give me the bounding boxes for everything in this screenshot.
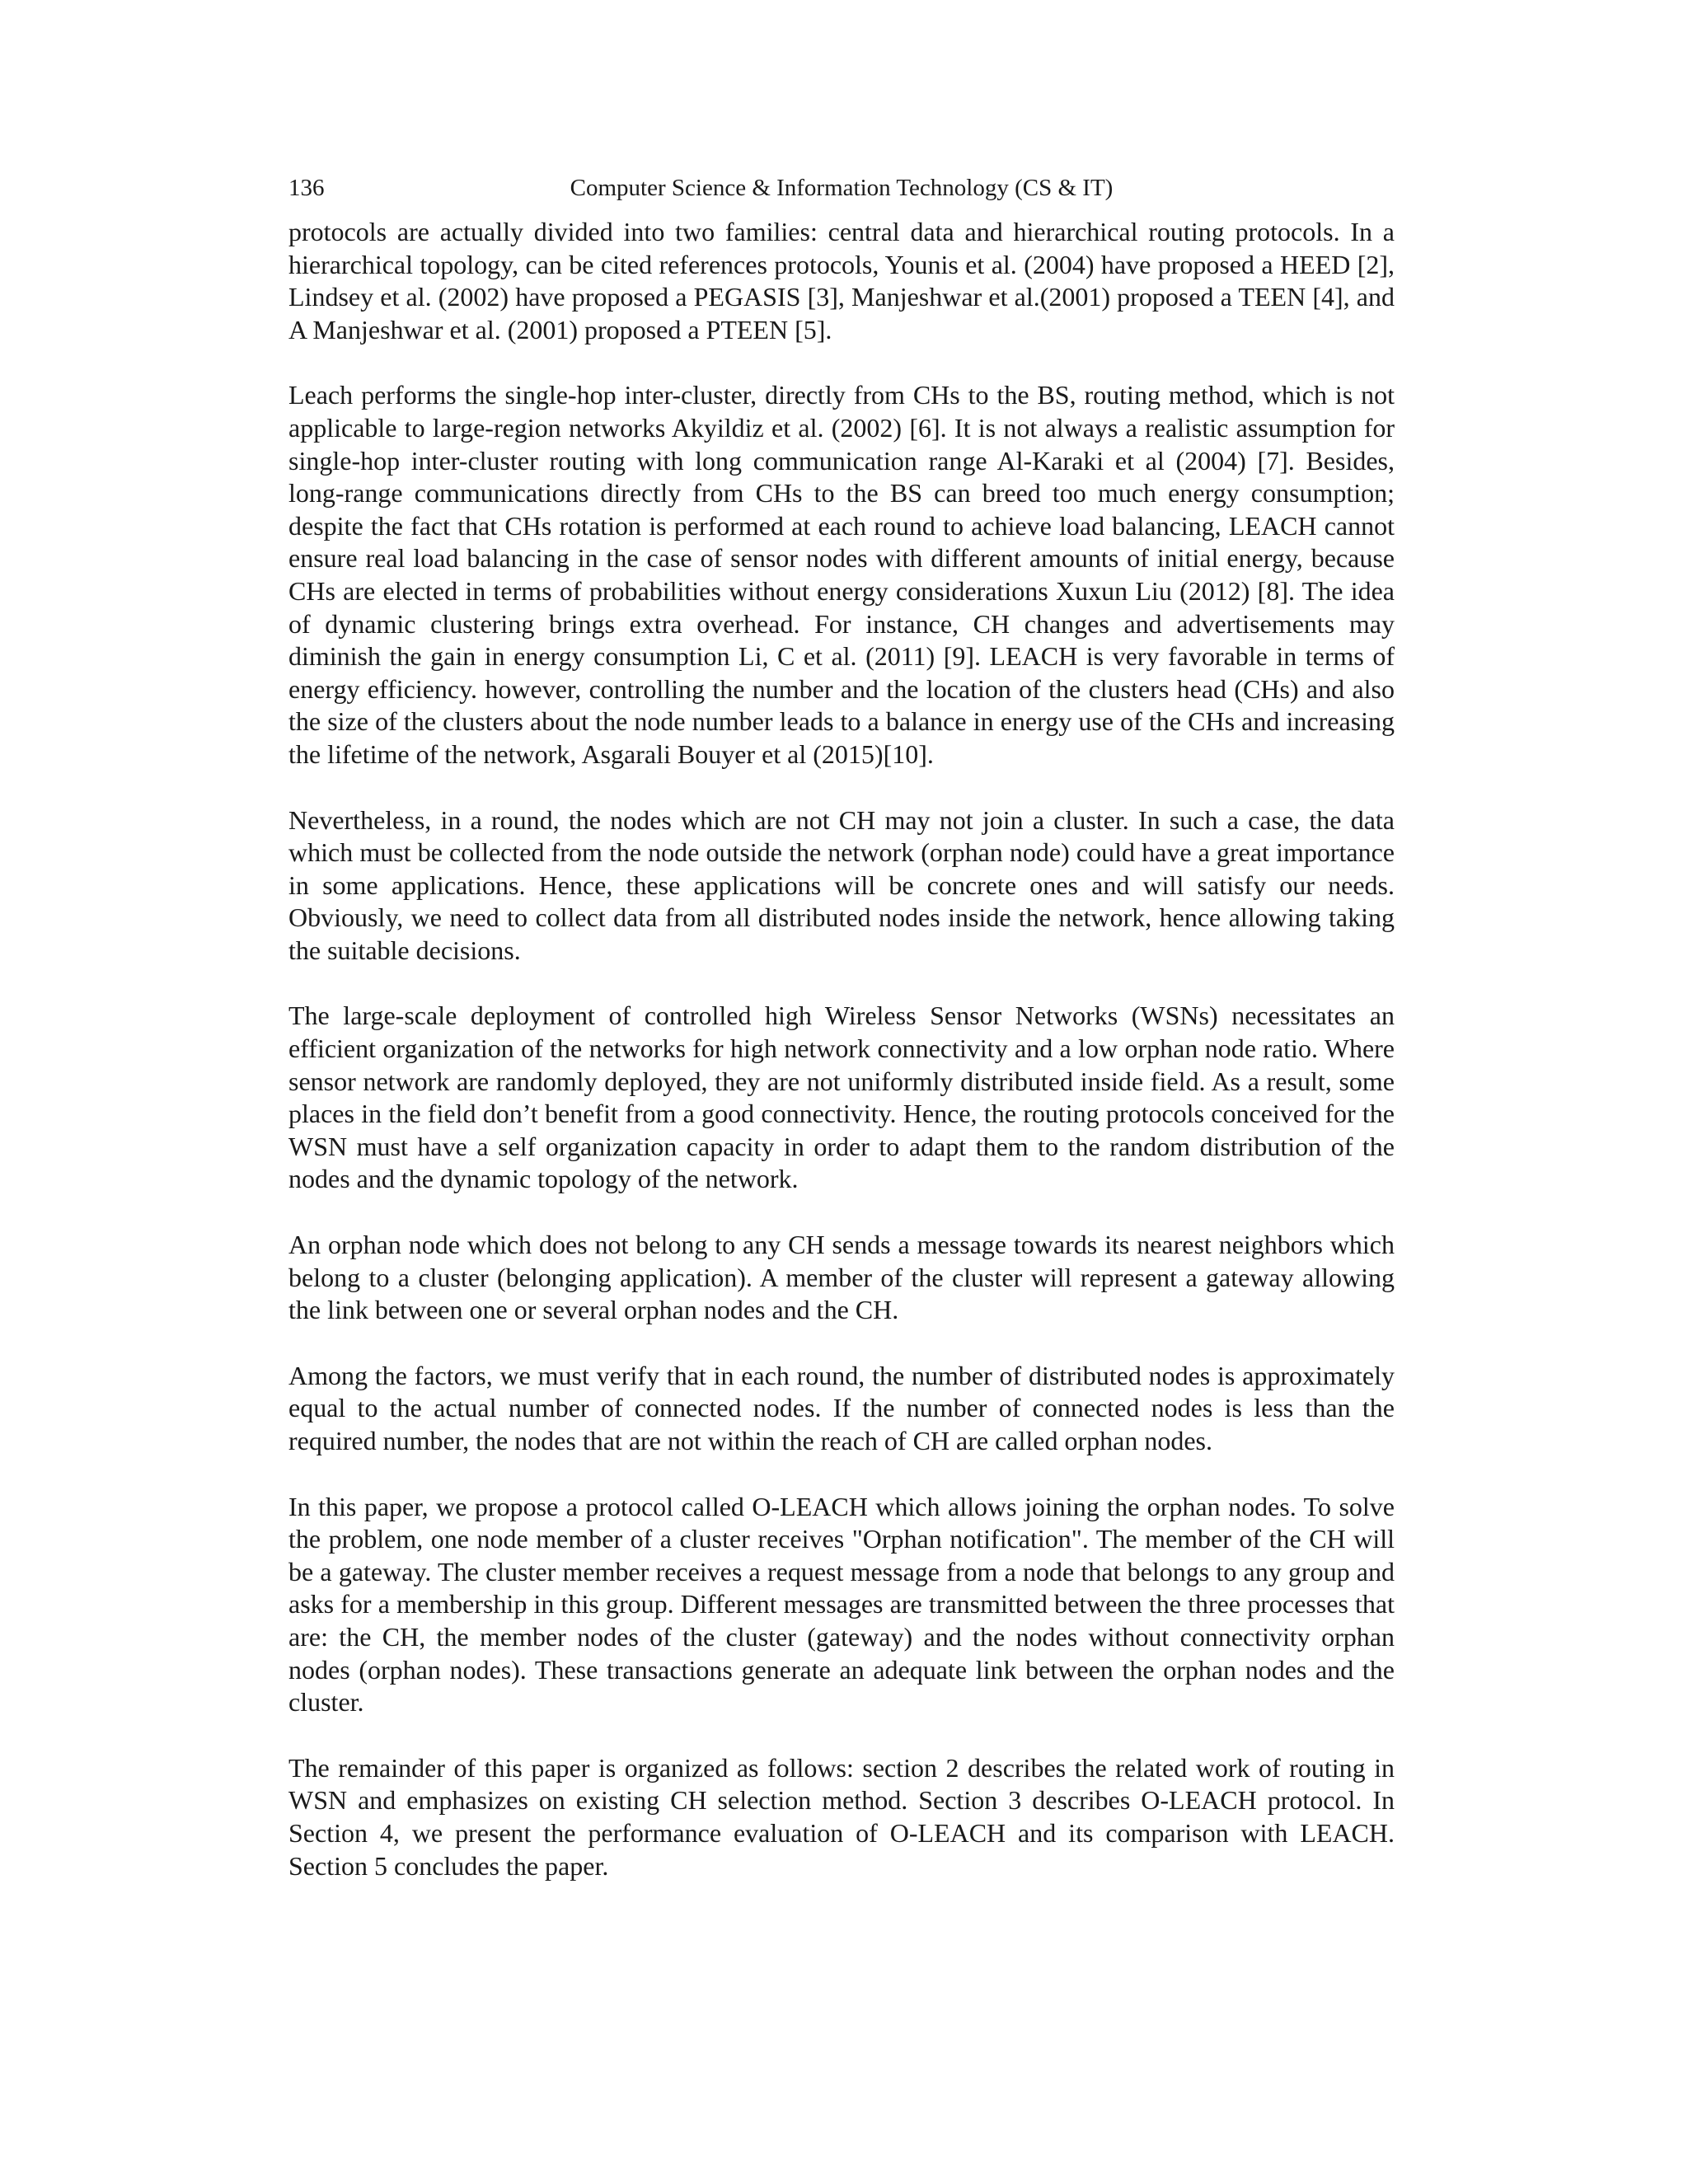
paragraph-factors: Among the factors, we must verify that in each round, the number of distributed nodes is approximately equal to the actual number of connected nodes. If the number of connected nodes is less than the required number, the nodes that are not within the reach of CH are called orphan nodes.	[288, 1360, 1395, 1455]
journal-title: Computer Science & Information Technology (CS & IT)	[570, 175, 1114, 201]
paragraph-proposal: In this paper, we propose a protocol called O-LEACH which allows joining the orphan nodes. To solve the problem, one node member of a cluster receives "Orphan notification". The member of the CH will be a gateway. The cluster member receives a request message from a node that belongs to any group and asks for a membership in this group. Different messages are transmitted between the three processes that are: the CH, the member nodes of the cluster (gateway) and the nodes without connectivity orphan nodes (orphan nodes). These transactions generate an adequate link between the orphan nodes and the cluster.	[288, 1491, 1395, 1718]
paragraph-leach-limitations: Leach performs the single-hop inter-cluster, directly from CHs to the BS, routing method, which is not applicable to large-region networks Akyildiz et al. (2002) [6]. It is not always a realistic assumption for single-hop inter-cluster routing with long communication range Al-Karaki et al (2004) [7]. Besides, long-range communications directly from CHs to the BS can breed too much energy consumption; despite the fact that CHs rotation is performed at each round to achieve load balancing, LEACH cannot ensure real load balancing in the case of sensor nodes with different amounts of initial energy, because CHs are elected in terms of probabilities without energy considerations Xuxun Liu (2012) [8]. The idea of dynamic clustering brings extra overhead. For instance, CH changes and advertisements may diminish the gain in energy consumption Li, C et al. (2011) [9]. LEACH is very favorable in terms of energy efficiency. however, controlling the number and the location of the clusters head (CHs) and also the size of the clusters about the node number leads to a balance in energy use of the CHs and increasing the lifetime of the network, Asgarali Bouyer et al (2015)[10].	[288, 380, 1395, 769]
paragraph-large-scale-deployment: The large-scale deployment of controlled high Wireless Sensor Networks (WSNs) necessitates an efficient organization of the networks for high network connectivity and a low orphan node ratio. Where sensor network are randomly deployed, they are not uniformly distributed inside field. As a result, some places in the field don’t benefit from a good connectivity. Hence, the routing protocols conceived for the WSN must have a self organization capacity in order to adapt them to the random distribution of the nodes and the dynamic topology of the network.	[288, 1001, 1395, 1194]
paragraph-organization: The remainder of this paper is organized as follows: section 2 describes the related work of routing in WSN and emphasizes on existing CH selection method. Section 3 describes O-LEACH protocol. In Section 4, we present the performance evaluation of O-LEACH and its comparison with LEACH. Section 5 concludes the paper.	[288, 1752, 1395, 1881]
running-header	[288, 171, 1395, 204]
paragraph-protocol-families: protocols are actually divided into two families: central data and hierarchical routing protocols. In a hierarchical topology, can be cited references protocols, Younis et al. (2004) have proposed a HEED [2], Lindsey et al. (2002) have proposed a PEGASIS [3], Manjeshwar et al.(2001) proposed a TEEN [4], and A Manjeshwar et al. (2001) proposed a PTEEN [5].	[288, 217, 1395, 344]
page-number: 136	[288, 175, 325, 201]
paragraph-orphan-gateway: An orphan node which does not belong to any CH sends a message towards its nearest neighbors which belong to a cluster (belonging application). A member of the cluster will represent a gateway allowing the link between one or several orphan nodes and the CH.	[288, 1230, 1395, 1325]
page-content	[288, 171, 1395, 1915]
paragraph-orphan-nodes: Nevertheless, in a round, the nodes which are not CH may not join a cluster. In such a case, the data which must be collected from the node outside the network (orphan node) could have a great importance in some applications. Hence, these applications will be concrete ones and will satisfy our needs. Obviously, we need to collect data from all distributed nodes inside the network, hence allowing taking the suitable decisions.	[288, 804, 1395, 965]
